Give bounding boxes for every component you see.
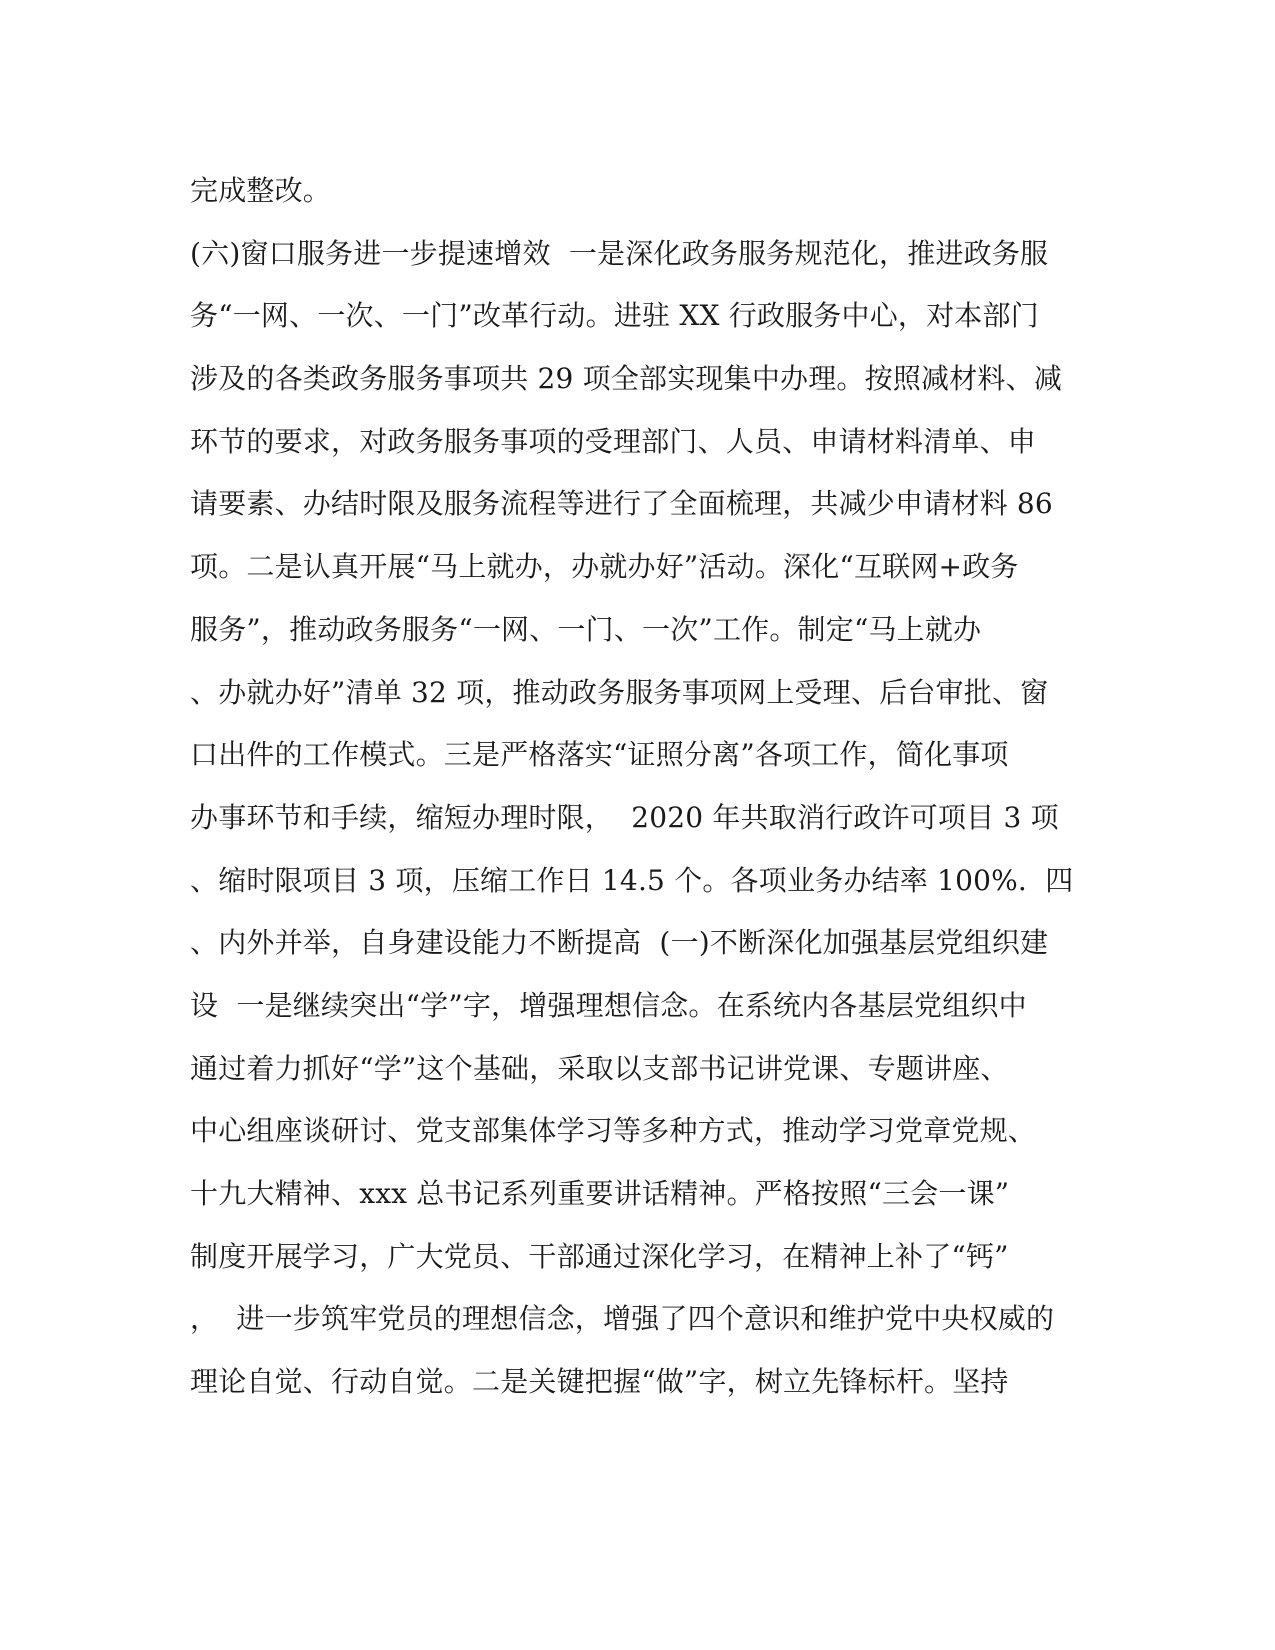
text-line: 办事环节和手续，缩短办理时限， 2020 年共取消行政许可项目 3 项 [190, 800, 1059, 834]
text-line: 涉及的各类政务服务事项共 29 项全部实现集中办理。按照减材料、减 [190, 362, 1063, 396]
text-line: 设 一是继续突出“学”字，增强理想信念。在系统内各基层党组织中 [190, 988, 1027, 1022]
text-line: 理论自觉、行动自觉。二是关键把握“做”字，树立先锋标杆。坚持 [190, 1365, 1009, 1399]
body-text [190, 160, 1090, 1414]
text-line: ， 进一步筑牢党员的理想信念，增强了四个意识和维护党中央权威的 [190, 1302, 1055, 1336]
text-line: 中心组座谈研讨、党支部集体学习等多种方式，推动学习党章党规、 [190, 1114, 1037, 1148]
text-line: 完成整改。 [190, 174, 332, 207]
text-line: 请要素、办结时限及服务流程等进行了全面梳理，共减少申请材料 86 [190, 487, 1053, 521]
text-line: 制度开展学习，广大党员、干部通过深化学习，在精神上补了“钙” [190, 1239, 1009, 1273]
text-line: 通过着力抓好“学”这个基础，采取以支部书记讲党课、专题讲座、 [190, 1051, 1009, 1085]
text-line: 、缩时限项目 3 项，压缩工作日 14.5 个。各项业务办结率 100%. 四 [190, 863, 1074, 897]
text-line: 、办就办好”清单 32 项，推动政务服务事项网上受理、后台审批、窗 [190, 675, 1049, 709]
text-line: 务“一网、一次、一门”改革行动。进驻 XX 行政服务中心，对本部门 [190, 299, 1039, 333]
text-line: 十九大精神、xxx 总书记系列重要讲话精神。严格按照“三会一课” [190, 1177, 1010, 1210]
text-line: 项。二是认真开展“马上就办，办就办好”活动。深化“互联网+政务 [190, 550, 1019, 584]
text-line: 口出件的工作模式。三是严格落实“证照分离”各项工作，简化事项 [190, 738, 1009, 772]
text-line: (六)窗口服务进一步提速增效 一是深化政务服务规范化，推进政务服 [190, 236, 1049, 270]
text-line: 环节的要求，对政务服务事项的受理部门、人员、申请材料清单、申 [190, 424, 1037, 458]
text-line: 、内外并举，自身建设能力不断提高 (一)不断深化加强基层党组织建 [190, 926, 1049, 960]
text-line: 服务”，推动政务服务“一网、一门、一次”工作。制定“马上就办 [190, 612, 982, 646]
